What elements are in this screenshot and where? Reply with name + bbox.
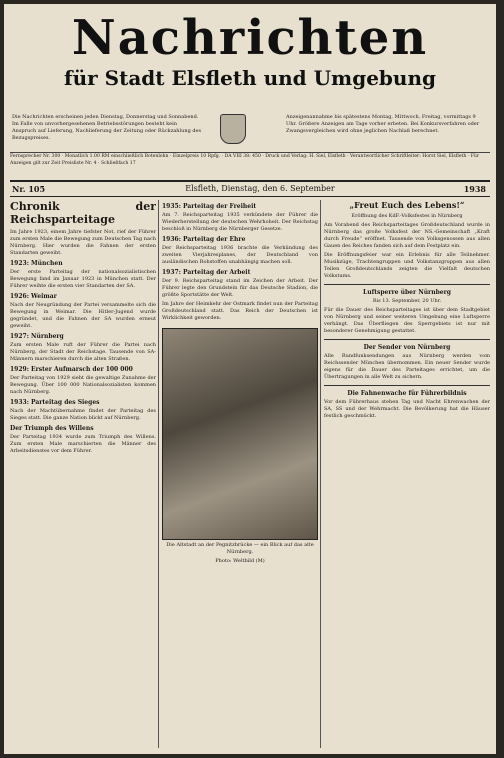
article-heading: „Freut Euch des Lebens!“ [349,200,465,210]
article-text: Nach der Machtübernahme findet der Parteitag des Sieges statt. Die ganze Nation blickt auf Nürnberg. [10,408,156,421]
column-2 [162,200,318,750]
article-text: Der 9. Reichsparteitag stand im Zeichen der Arbeit. Der Führer legte den Grundstein für das Deutsche Stadion, die größte Sportstätte der Welt. [162,278,318,298]
masthead [12,12,488,122]
dateline [10,180,490,197]
publisher-strip: Fernsprecher Nr. 300 · Monatlich 1.00 RM einschließlich Botenlohn · Einzelpreis 10 Rpfg. · DA VIII 38: 450 · Druck und Verlag: H. Siel, Elsfleth · Verantwortlicher Schriftleiter: Horst Siel, Elsfleth · Für Anzeigen gilt zur Zeit Preisliste Nr. 4 · Schließfach 17 [10,152,490,175]
article-subheading: Bis 13. September, 20 Uhr. [372,298,442,304]
newspaper-subtitle: für Stadt Elsfleth und Umgebung [64,66,436,90]
section-heading: Der Sender von Nürnberg [363,344,451,351]
section-heading: 1926: Weimar [10,293,57,300]
article-text: Im Jahre 1923, einem Jahre tiefster Not, rief der Führer zum ersten Male die Bewegung zum Deutschen Tag nach Nürnberg. Hier wurden die Fahnen der ersten Standarten geweiht. [10,229,156,256]
article-text: Die Eröffnungsfeier war ein Erlebnis für alle Teilnehmer. Musikzüge, Trachtengruppen und Volkstanzgruppen aus allen Teilen Großdeutschlands zeigten die Vielfalt deutschen Volkstums. [324,252,490,279]
article-text: Zum ersten Male ruft der Führer die Partei nach Nürnberg, der Stadt der Reichstage. Tausende von SA-Männern marschieren durch die alten Straßen. [10,342,156,362]
coat-of-arms-icon [220,114,246,144]
divider [324,284,490,285]
article-text: Der erste Parteitag der nationalsozialistischen Bewegung fand im Januar 1923 in München statt. Der Führer weihte die ersten vier Standarten der SA. [10,269,156,289]
section-heading: Luftsperre über Nürnberg [363,289,451,296]
article-text: Am Vorabend des Reichsparteitages Großdeutschland wurde in Nürnberg das große Volksfest der NS.-Gemeinschaft „Kraft durch Freude“ eröffnet. Tausende von Volksgenossen aus allen Gauen des Reiches fanden sich auf dem Festplatz ein. [324,222,490,249]
column-1 [10,200,156,750]
nuremberg-photo [162,328,318,540]
column-3 [324,200,490,750]
section-heading: 1936: Parteitag der Ehre [162,236,246,243]
photo-credit: Photo: Weltbild (M) [215,558,265,564]
column-divider [158,200,159,748]
article-text: Der Reichsparteitag 1936 brachte die Verkündung des zweiten Vierjahresplanes, der Deutschland von ausländischen Rohstoffen unabhängig machen soll. [162,245,318,265]
article-text: Am 7. Reichsparteitag 1935 verkündete der Führer die Wiederherstellung der deutschen Wehrhoheit. Der Reichstag beschloß in Nürnberg die Nürnberger Gesetze. [162,212,318,232]
publication-info: Die Nachrichten erscheinen jeden Dienstag, Donnerstag und Sonnabend. Im Falle von unvorhergesehenen Betriebsstörungen besteht kein Anspruch auf Lieferung, Nachlieferung der Zeitung oder Rückzahlung des Bezugspreises. [12,114,202,141]
section-heading: 1933: Parteitag des Sieges [10,399,100,406]
section-heading: 1929: Erster Aufmarsch der 100 000 [10,366,133,373]
photo-caption: Die Altstadt an der Pegnitzbrücke — ein Blick auf das alte Nürnberg. [166,542,314,555]
newspaper-page [4,4,496,754]
issue-date: Elsfleth, Dienstag, den 6. September [185,184,335,193]
section-heading: 1937: Parteitag der Arbeit [162,269,251,276]
advertising-info: Anzeigenannahme bis spätestens Montag, Mittwoch, Freitag, vormittags 9 Uhr. Größere Anzeigen am Tage vorher erbeten. Bei Konkursverfahren oder Zwangsvergleichen wird ohne jeglichen Nachlaß berechnet. [286,114,480,134]
article-text: Nach der Neugründung der Partei versammelte sich die Bewegung in Weimar. Die Hitler-Jugend wurde gegründet, und die Fahnen der SA wurden erneut geweiht. [10,302,156,329]
section-heading: 1935: Parteitag der Freiheit [162,203,257,210]
section-heading: 1923: München [10,260,63,267]
article-text: Alle Rundfunksendungen aus Nürnberg werden vom Reichssender München übernommen. Ein neuer Sender wurde eigens für die Dauer des Parteitages errichtet, um die Übertragungen in alle Welt zu sichern. [324,353,490,380]
divider [324,339,490,340]
article-subheading: Eröffnung des KdF.-Volksfestes in Nürnberg [351,213,463,219]
article-text: Im Jahre der Heimkehr der Ostmark findet nun der Parteitag Großdeutschland statt. Das Reich der Deutschen ist Wirklichkeit geworden. [162,301,318,321]
newspaper-title: Nachrichten [71,10,429,66]
issue-year: 1938 [463,184,486,194]
article-heading: Chronik der Reichsparteitage [10,200,156,226]
article-text: Der Parteitag von 1929 sieht die gewaltige Zunahme der Bewegung. Über 100 000 Nationalsozialisten kommen nach Nürnberg. [10,375,156,395]
article-text: Für die Dauer des Reichsparteitages ist über dem Stadtgebiet von Nürnberg und seiner weiteren Umgebung eine Luftsperre verhängt. Das Überfliegen des Sperrgebiets ist nur mit besonderer Genehmigung gestattet. [324,307,490,334]
column-divider [320,200,321,748]
article-text: Der Parteitag 1934 wurde zum Triumph des Willens. Zum ersten Male marschierten die Männer des Arbeitsdienstes vor dem Führer. [10,434,156,454]
section-heading: Der Triumph des Willens [10,425,94,432]
section-heading: 1927: Nürnberg [10,333,64,340]
divider [324,385,490,386]
section-heading: Die Fahnenwache für Führerbildnis [347,390,467,397]
article-text: Vor dem Führerhaus stehen Tag und Nacht Ehrenwachen der SA, SS und der Wehrmacht. Die Bevölkerung hat die Häuser festlich geschmückt. [324,399,490,419]
issue-number: Nr. 105 [12,184,46,194]
